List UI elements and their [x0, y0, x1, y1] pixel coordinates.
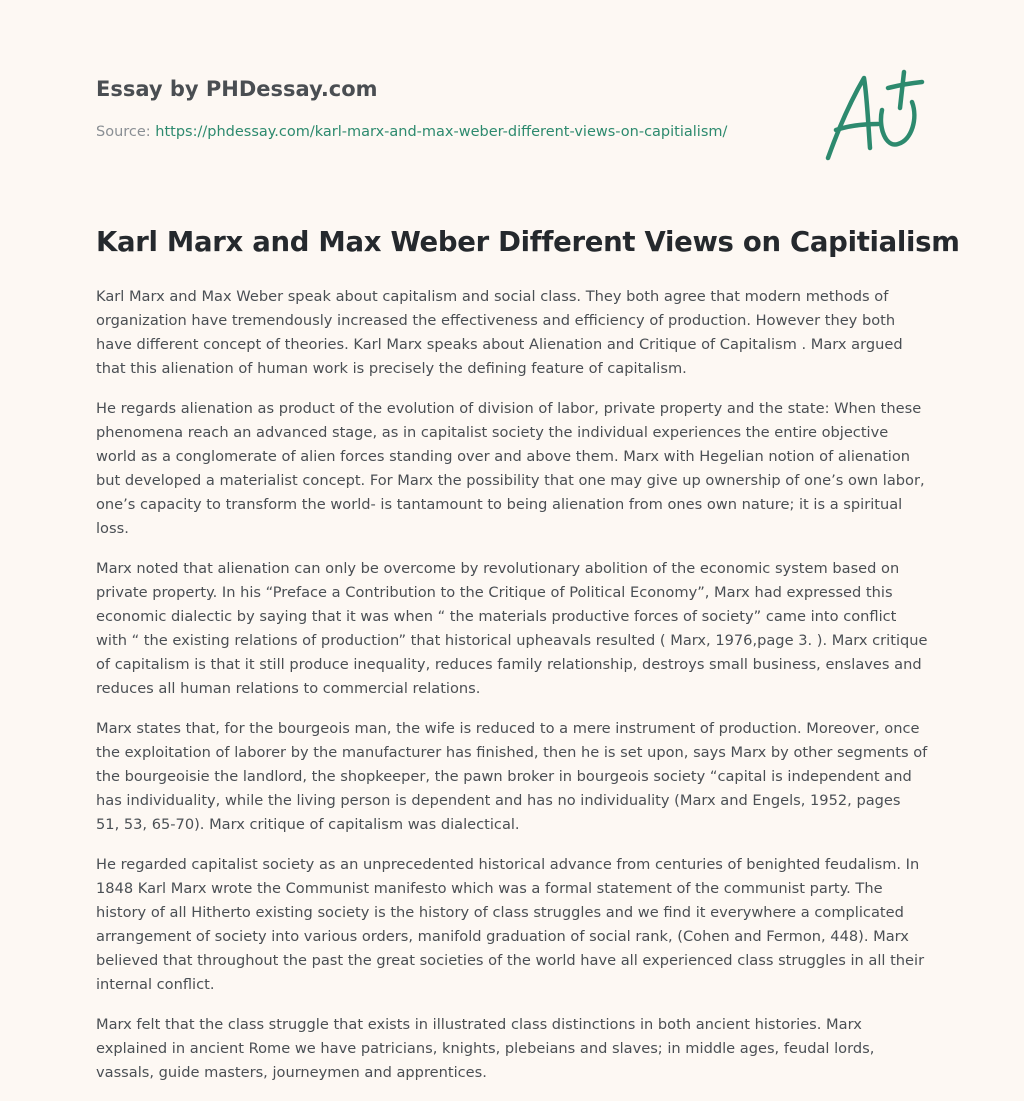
a-plus-logo-icon [820, 66, 930, 166]
source-label: Source: [96, 124, 151, 140]
paragraph: He regards alienation as product of the evolution of division of labor, private property and the state: When these phenomena reach an advanced stage, as in capitalist society the individual experiences the entire objective world as a conglomerate of alien forces standing over and above them. Marx with Hegelian notion of alienation but developed a materialist concept. For Marx the possibility that one may give up ownership of one’s own labor, one’s capacity to transform the world- is tantamount to being alienation from ones own nature; it is a spiritual loss. [96, 400, 925, 537]
article-title: Karl Marx and Max Weber Different Views on Capitialism [96, 226, 960, 258]
paragraph: Marx felt that the class struggle that exists in illustrated class distinctions in both ancient histories. Marx explained in ancient Rome we have patricians, knights, plebeians and slaves; in middle ages, feudal lords, vassals, guide masters, journeymen and apprentices. [96, 1016, 875, 1081]
site-header [96, 0, 926, 200]
paragraph: Marx states that, for the bourgeois man, the wife is reduced to a mere instrument of production. Moreover, once the exploitation of laborer by the manufacturer has finished, then he is set upon, says Marx by other segments of the bourgeoisie the landlord, the shopkeeper, the pawn broker in bourgeois society “capital is independent and has individuality, while the living person is dependent and has no individuality (Marx and Engels, 1952, pages 51, 53, 65-70). Marx critique of capitalism was dialectical. [96, 720, 928, 833]
paragraph: Karl Marx and Max Weber speak about capitalism and social class. They both agree that modern methods of organization have tremendously increased the effectiveness and efficiency of production. However they both have different concept of theories. Karl Marx speaks about Alienation and Critique of Capitalism . Marx argued that this alienation of human work is precisely the defining feature of capitalism. [96, 288, 903, 377]
article-body [96, 285, 928, 1101]
paragraph: Marx noted that alienation can only be overcome by revolutionary abolition of the economic system based on private property. In his “Preface a Contribution to the Critique of Political Economy”, Marx had expressed this economic dialectic by saying that it was when “ the materials productive forces of society” came into conflict with “ the existing relations of production” that historical upheavals resulted ( Marx, 1976,page 3. ). Marx critique of capitalism is that it still produce inequality, reduces family relationship, destroys small business, enslaves and reduces all human relations to commercial relations. [96, 560, 928, 697]
brand-title: Essay by PHDessay.com [96, 77, 378, 101]
source-line [96, 124, 727, 140]
paragraph: He regarded capitalist society as an unprecedented historical advance from centuries of benighted feudalism. In 1848 Karl Marx wrote the Communist manifesto which was a formal statement of the communist party. The history of all Hitherto existing society is the history of class struggles and we find it everywhere a complicated arrangement of society into various orders, manifold graduation of social rank, (Cohen and Fermon, 448). Marx believed that throughout the past the great societies of the world have all experienced class struggles in all their internal conflict. [96, 856, 925, 993]
page [96, 0, 960, 1081]
source-link[interactable]: https://phdessay.com/karl-marx-and-max-weber-different-views-on-capitialism/ [155, 124, 728, 140]
